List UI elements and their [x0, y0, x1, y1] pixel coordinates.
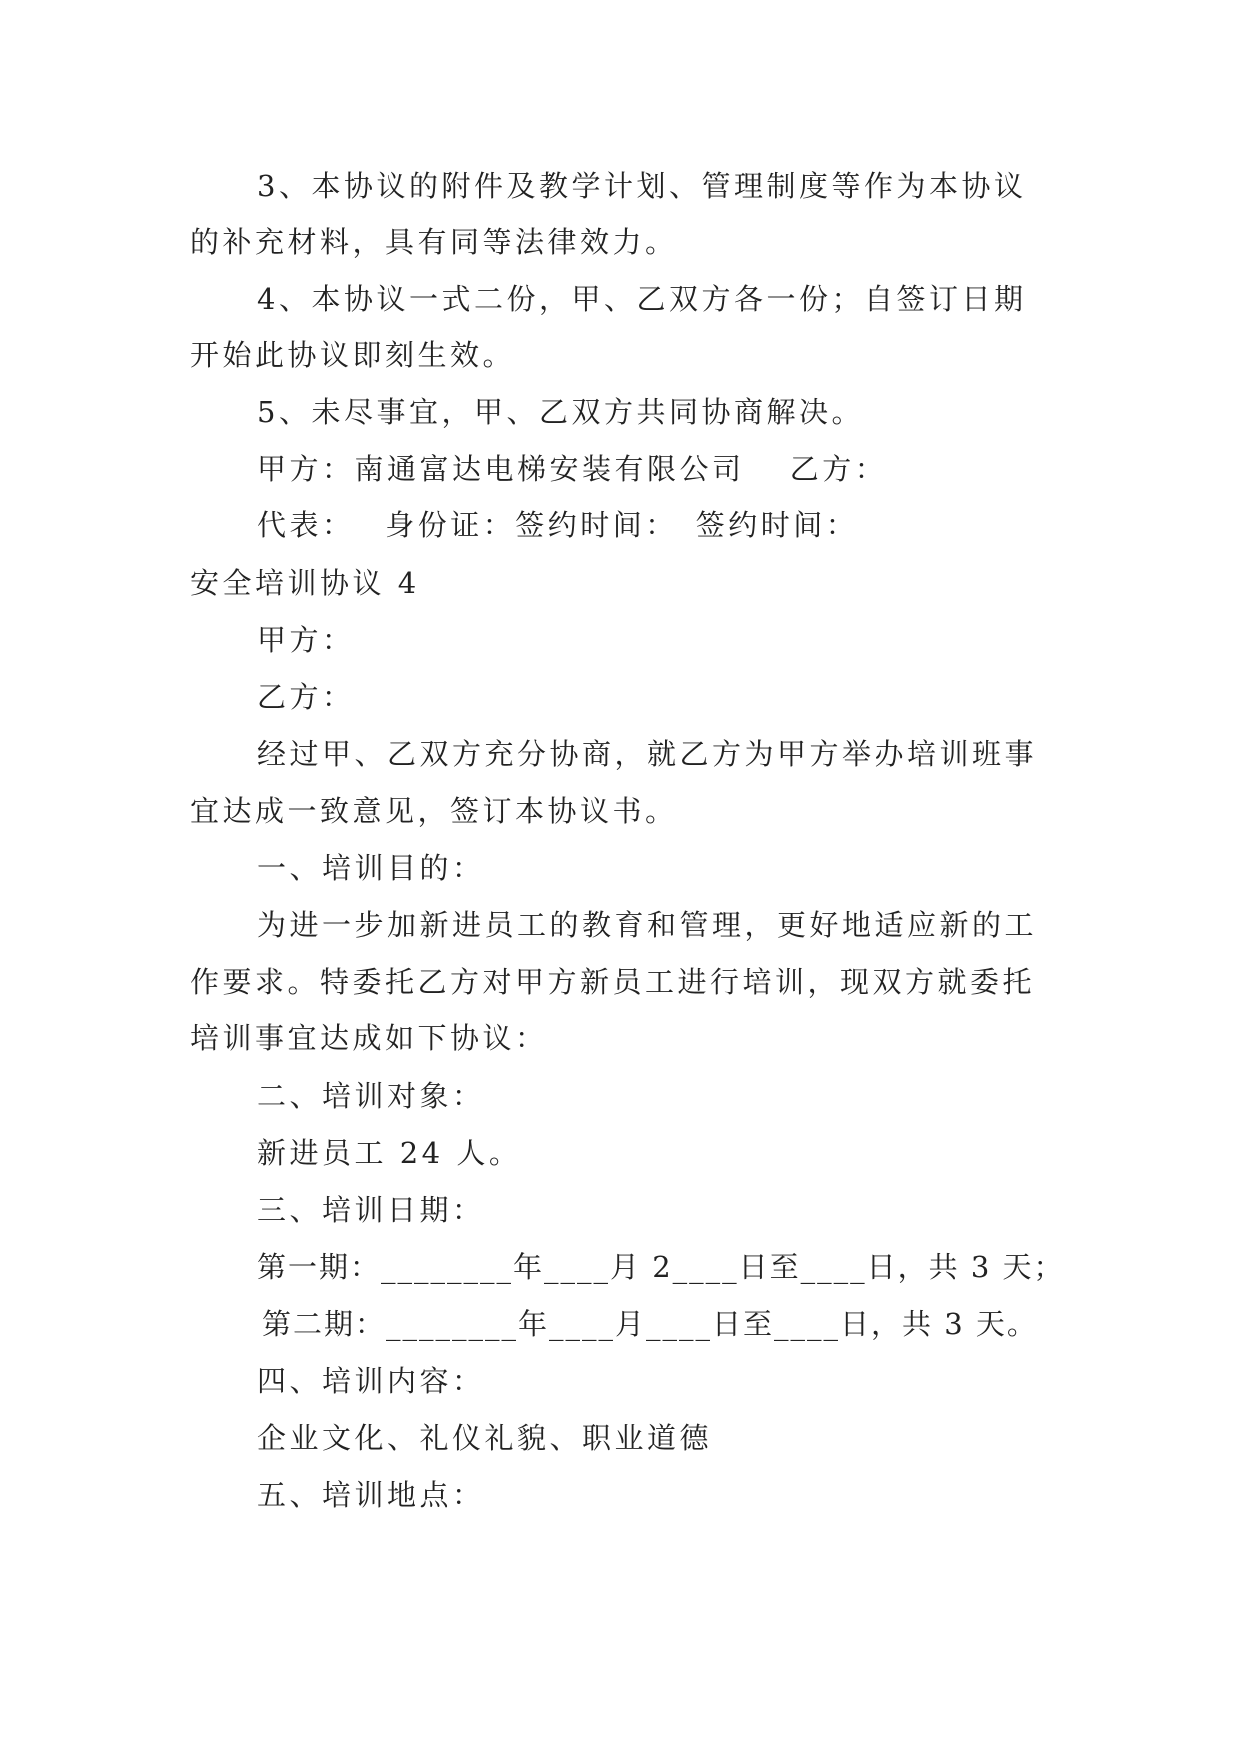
clause-heading: 一、培训目的： — [257, 851, 485, 885]
clause-heading: 五、培训地点： — [257, 1478, 485, 1512]
paragraph-line: 新进员工 24 人。 — [257, 1136, 522, 1170]
date-line: 第一期：________年____月 2____日至____日，共 3 天； — [257, 1250, 1065, 1284]
paragraph-line: 培训事宜达成如下协议： — [190, 1021, 548, 1055]
paragraph-line: 作要求。特委托乙方对甲方新员工进行培训，现双方就委托 — [190, 965, 1036, 999]
paragraph-line: 企业文化、礼仪礼貌、职业道德 — [257, 1421, 713, 1455]
date-line: 第二期：________年____月____日至____日，共 3 天。 — [262, 1307, 1038, 1341]
clause-heading: 二、培训对象： — [257, 1079, 485, 1113]
party-a-line: 甲方： — [257, 623, 355, 657]
clause-heading: 三、培训日期： — [257, 1193, 485, 1227]
clause-heading: 四、培训内容： — [257, 1364, 485, 1398]
paragraph-line: 的补充材料，具有同等法律效力。 — [190, 225, 678, 259]
section-heading: 安全培训协议 4 — [190, 566, 420, 600]
signature-line: 代表： 身份证：签约时间： 签约时间： — [257, 508, 859, 542]
paragraph-line: 4、本协议一式二份，甲、乙双方各一份；自签订日期 — [257, 282, 1027, 316]
paragraph-line: 宜达成一致意见，签订本协议书。 — [190, 794, 678, 828]
paragraph-line: 开始此协议即刻生效。 — [190, 338, 516, 372]
paragraph-line: 经过甲、乙双方充分协商，就乙方为甲方举办培训班事 — [257, 737, 1038, 771]
party-line: 甲方：南通富达电梯安装有限公司 乙方： — [257, 452, 888, 486]
party-b-line: 乙方： — [257, 680, 355, 714]
paragraph-line: 为进一步加新进员工的教育和管理，更好地适应新的工 — [257, 908, 1038, 942]
paragraph-line: 3、本协议的附件及教学计划、管理制度等作为本协议 — [257, 169, 1027, 203]
paragraph-line: 5、未尽事宜，甲、乙双方共同协商解决。 — [257, 395, 864, 429]
